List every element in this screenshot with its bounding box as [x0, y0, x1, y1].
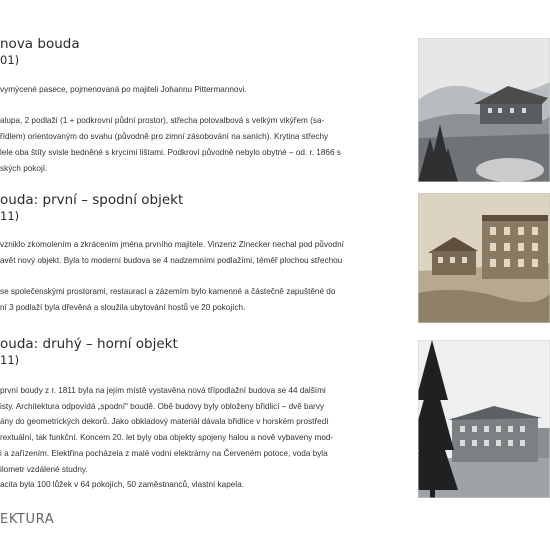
- photo-upper-building: [418, 340, 550, 498]
- text-line: první boudy z r. 1811 byla na jejím místě vystavěna nová třípodlažní budova se 44 dalšími: [0, 386, 326, 395]
- text-line: se společenskými prostorami, restaurací a zázemím bylo kamenné a částečně zapuštěné do: [0, 287, 336, 297]
- section-2-text: [0, 237, 412, 316]
- section-1-heading: nova bouda: [0, 36, 80, 52]
- photo-upper-building-image: [418, 340, 550, 498]
- text-line: i a zařízením. Elektřina pocházela z malé vodní elektrárny na Červeném potoce, voda byla: [0, 448, 328, 458]
- section-1-text: [0, 82, 412, 176]
- text-line: [0, 98, 412, 114]
- photo-sepia-hotel-image: [418, 193, 550, 323]
- photo-mountain-chalet-image: [418, 38, 550, 182]
- tall-hotel-building: [482, 215, 548, 279]
- text-line: vymýcené pasece, pojmenovaná po majiteli Johannu Pittermannovi.: [0, 85, 247, 94]
- text-line: ní 3 podlaží byla dřevěná a sloužila ubytování hostů ve 20 pokojích.: [0, 302, 246, 312]
- text-line: alupa, 2 podlaží (1 + podkrovní půdní prostor), střecha polovalbová s velkým vikýřem (sa-: [0, 116, 325, 126]
- photo-mountain-chalet: [418, 38, 550, 182]
- photo-sepia-hotel: [418, 193, 550, 323]
- text-line: ány do geometrických dekorů. Jako obkladový materiál dávala břidlice v horském prostředí: [0, 417, 329, 427]
- section-3-heading: ouda: druhý – horní objekt: [0, 336, 178, 352]
- section-2-heading: ouda: první – spodní objekt: [0, 192, 184, 208]
- section-3-text: [0, 383, 412, 493]
- text-line: ských pokojí.: [0, 163, 48, 173]
- footer-label: EKTURA: [0, 512, 55, 527]
- text-line: acita byla 100 lůžek v 64 pokojích, 50 zaměstnanců, vlastní kapela.: [0, 480, 244, 490]
- text-line: isty. Architektura odpovídá „spodní" boudě. Obě budovy byly obloženy břidlicí – dvě barvy: [0, 401, 325, 411]
- section-1-years: 01): [0, 53, 20, 67]
- section-3-years: 11): [0, 353, 20, 367]
- text-line: avět nový objekt. Byla to moderní budova se 4 nadzemními podlažími, téměř plochou střechou: [0, 255, 343, 265]
- text-line: lele oba štíty svisle bedněné s krycími lištami. Podkroví původně nebylo obytné – od. r. 1866 s: [0, 147, 341, 157]
- text-line: rextuální, tak funkční. Koncem 20. let byly oba objekty spojeny halou a nově vybaveny mod-: [0, 433, 334, 443]
- text-line: ilometr vzdálené studny.: [0, 464, 88, 474]
- text-line: [0, 268, 412, 284]
- text-line: řídlem) orientovaným do svahu (původně pro zimní zásobování na saních). Krytina střechy: [0, 132, 329, 142]
- text-line: vzniklo zkomolením a zkrácením jména prvního majitele. Vinzenz Zinecker nechal pod původní: [0, 240, 344, 249]
- section-2-years: 11): [0, 209, 20, 223]
